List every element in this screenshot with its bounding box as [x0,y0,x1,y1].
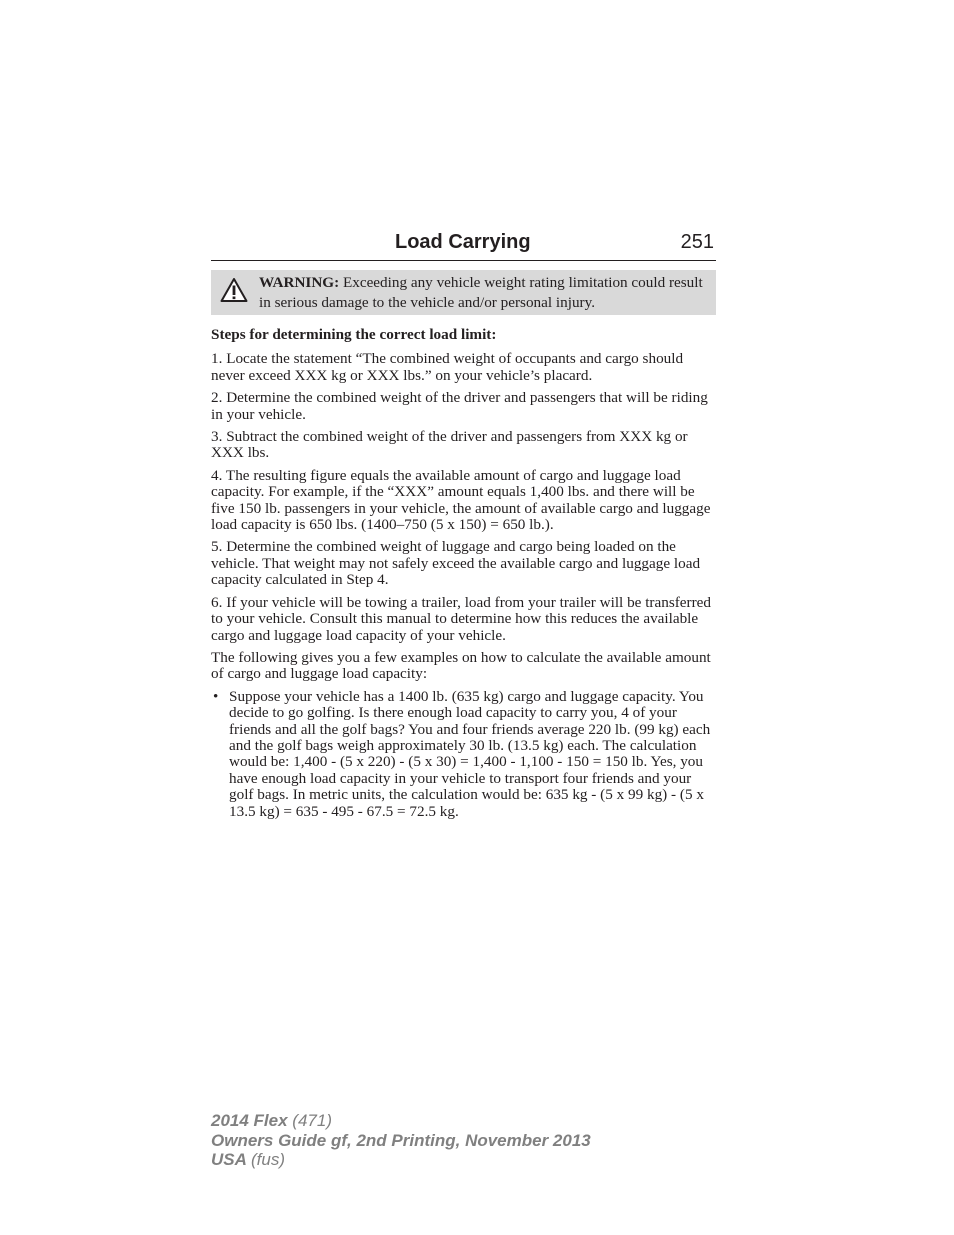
list-item [211,689,716,820]
step-5: 5. Determine the combined weight of luggage and cargo being loaded on the vehicle. That weight may not safely exceed the available cargo and luggage load capacity calculated in Step 4. [211,538,701,589]
bullet-marker: • [213,687,219,705]
page-header [211,229,716,261]
examples-intro: The following gives you a few examples on how to calculate the available amount of cargo and luggage load capacity: [211,648,711,683]
step-3: 3. Subtract the combined weight of the driver and passengers from XXX kg or XXX lbs. [211,428,688,462]
warning-message: Exceeding any vehicle weight rating limitation could result in serious damage to the vehicle and/or personal injury. [259,274,703,311]
footer-line-3 [211,1150,591,1170]
footer-line-1 [211,1111,591,1131]
step-2: 2. Determine the combined weight of the driver and passengers that will be riding in your vehicle. [211,389,708,423]
warning-label: WARNING: [259,274,340,291]
body-text [211,327,716,820]
warning-triangle-icon [220,277,248,303]
footer-market: USA [211,1150,247,1169]
warning-box [211,270,716,315]
examples-list [211,689,716,820]
footer [211,1111,591,1170]
step-4: 4. The resulting figure equals the available amount of cargo and luggage load capacity. For example, if the “XXX” amount equals 1,400 lbs. and there will be five 150 lb. passengers in your vehicle, the amount of available cargo and luggage load capacity is 650 lbs. (1400–750 (5 x 150) = 650 lb.). [211,466,711,534]
footer-model: 2014 Flex [211,1111,288,1130]
step-1: 1. Locate the statement “The combined weight of occupants and cargo should never exceed XXX kg or XXX lbs.” on your vehicle’s placard. [211,350,684,384]
step-6: 6. If your vehicle will be towing a trailer, load from your trailer will be transferred to your vehicle. Consult this manual to determine how this reduces the available cargo and luggage load capacity of your vehicle. [211,593,711,644]
page-number: 251 [680,231,714,253]
footer-market-code: (fus) [251,1150,285,1169]
page-title: Load Carrying [395,231,531,253]
warning-text [259,273,710,312]
footer-model-code: (471) [292,1111,332,1130]
example-text: Suppose your vehicle has a 1400 lb. (635 kg) cargo and luggage capacity. You decide to go golfing. Is there enough load capacity to carry you, 4 of your friends and all the golf bags? You and four friends average 220 lb. (99 kg) each and the golf bags weigh approximately 30 lb. (13.5 kg) each. The calculation would be: 1,400 - (5 x 220) - (5 x 30) = 1,400 - 1,100 - 150 = 150 lb. Yes, you have enough load capacity in your vehicle to transport four friends and your golf bags. In metric units, the calculation would be: 635 kg - (5 x 99 kg) - (5 x 13.5 kg) = 635 - 495 - 67.5 = 72.5 kg. [229,687,711,820]
steps-heading: Steps for determining the correct load limit: [211,326,497,343]
footer-line-2: Owners Guide gf, 2nd Printing, November 2013 [211,1130,591,1150]
